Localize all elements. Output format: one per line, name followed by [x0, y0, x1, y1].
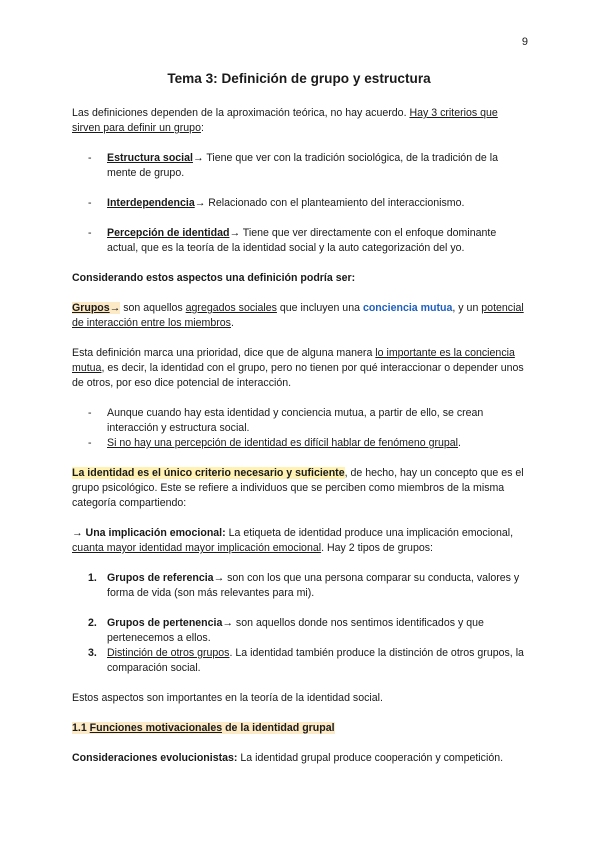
criteria-text: Tiene que ver con la tradición sociológica, de la tradición de la mente de grupo.	[107, 152, 499, 179]
def-text: .	[230, 317, 234, 329]
paragraph-text: La etiqueta de identidad produce una implicación emocional,	[225, 527, 514, 539]
group-types-list	[72, 571, 526, 676]
def-text: que incluyen una	[276, 302, 363, 314]
list-item	[72, 571, 526, 601]
arrow: →	[213, 572, 225, 584]
list-item	[72, 436, 526, 451]
def-text: , y un	[452, 302, 482, 314]
page-title: Tema 3: Definición de grupo y estructura	[167, 71, 431, 86]
list-item	[72, 151, 526, 181]
evolutionary-paragraph	[72, 751, 526, 766]
item-number: 2.	[88, 617, 97, 629]
list-item	[72, 196, 526, 211]
def-blue-text: conciencia mutua	[362, 302, 453, 314]
def-underlined: potencial de interacción entre los miembros	[72, 302, 524, 329]
criteria-text: Tiene que ver directamente con el enfoque dominante actual, que es la teoría de la identidad social y la auto categorización del yo.	[107, 227, 497, 254]
arrow: →	[229, 227, 241, 239]
document-body	[72, 70, 526, 766]
intro-end: :	[200, 122, 204, 134]
note-end: .	[458, 437, 461, 449]
arrow: →	[192, 152, 204, 164]
def-text: son aquellos	[120, 302, 186, 314]
identity-paragraph	[72, 466, 526, 511]
section-title-rest: de la identidad grupal	[222, 722, 335, 734]
paragraph-text: . Hay 2 tipos de grupos:	[321, 542, 433, 554]
section-heading	[72, 721, 526, 736]
paragraph-text: La identidad grupal produce cooperación y competición.	[237, 752, 504, 764]
criteria-term: Percepción de identidad	[107, 227, 230, 239]
paragraph-text: , es decir, la identidad con el grupo, pero no tienen por qué interaccionar o depender unos de otros, por eso dice potencial de interacción.	[72, 362, 524, 389]
paragraph-text: Esta definición marca una prioridad, dice que de alguna manera	[72, 347, 376, 359]
group-type-term: Grupos de referencia	[107, 572, 214, 584]
intro-underlined: Hay 3 criterios que sirven para definir un grupo	[72, 107, 498, 134]
page-number: 9	[521, 36, 528, 48]
group-type-text: son aquellos donde nos sentimos identificados y que pertenecemos a ellos.	[107, 617, 484, 644]
item-number: 3.	[88, 647, 97, 659]
group-type-term: Grupos de pertenencia	[107, 617, 223, 629]
arrow: →	[194, 197, 206, 209]
paragraph-text: , de hecho, hay un concepto que es el grupo psicológico. Este se refiere a individuos que se perciben como miembros de la misma categoría compartiendo:	[72, 467, 524, 509]
criteria-term: Estructura social	[107, 152, 193, 164]
section-title-underlined: Funciones motivacionales	[89, 722, 223, 734]
grupos-term: Grupos	[72, 302, 110, 314]
criteria-term: Interdependencia	[107, 197, 195, 209]
criteria-text: Relacionado con el planteamiento del interaccionismo.	[205, 197, 465, 209]
group-type-text: son con los que una persona comparar su conducta, valores y forma de vida (son más relevantes para mi).	[107, 572, 520, 599]
implication-term: Una implicación emocional:	[85, 527, 226, 539]
group-type-text: . La identidad también produce la distinción de otros grupos, la comparación social.	[107, 647, 524, 674]
group-type-underlined: Distinción de otros grupos	[107, 647, 230, 659]
def-underlined: agregados sociales	[185, 302, 277, 314]
paragraph-underlined: cuanta mayor identidad mayor implicación emocional	[72, 542, 322, 554]
considering-heading: Considerando estos aspectos una definición podría ser:	[72, 272, 356, 284]
notes-list	[72, 406, 526, 451]
list-item	[72, 616, 526, 646]
intro-text: Las definiciones dependen de la aproximación teórica, no hay acuerdo.	[72, 107, 410, 119]
criteria-list	[72, 151, 526, 256]
item-number: 1.	[88, 572, 97, 584]
arrow: →	[222, 617, 233, 629]
list-item: - Aunque cuando hay esta identidad y conciencia mutua, a partir de ello, se crean interacción y estructura social.	[72, 406, 526, 436]
paragraph-underlined: lo importante es la conciencia mutua	[72, 347, 515, 374]
list-item	[72, 646, 526, 676]
grupos-definition	[72, 301, 526, 331]
implication-paragraph	[72, 526, 526, 556]
intro-paragraph	[72, 106, 526, 136]
arrow: →	[109, 302, 121, 314]
arrow: →	[72, 527, 86, 539]
section-number: 1.1	[72, 722, 90, 734]
note-underlined: Si no hay una percepción de identidad es difícil hablar de fenómeno grupal	[107, 437, 459, 449]
priority-paragraph	[72, 346, 526, 391]
evolutionary-term: Consideraciones evolucionistas:	[72, 752, 238, 764]
identity-highlight: La identidad es el único criterio necesario y suficiente	[72, 467, 345, 479]
conclusion-paragraph: Estos aspectos son importantes en la teoría de la identidad social.	[72, 692, 383, 704]
list-item	[72, 226, 526, 256]
